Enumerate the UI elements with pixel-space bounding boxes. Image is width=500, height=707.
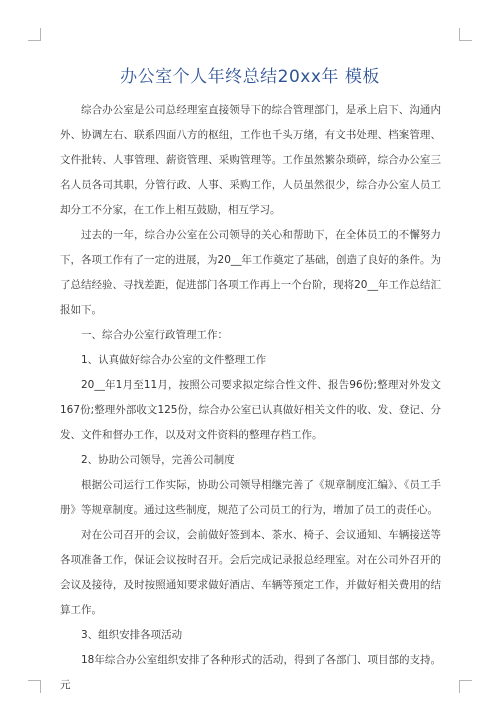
document-title: 办公室个人年终总结20xx年 模板 (120, 67, 380, 87)
document-body (60, 98, 441, 698)
subheading-company-rules: 2、协助公司领导，完善公司制度 (81, 454, 235, 466)
paragraph-review: 过去的一年，综合办公室在公司领导的关心和帮助下，在全体员工的不懈努力下，各项工作有了一定的进展，为20__年工作奠定了基础，创造了良好的条件。为了总结经验、寻找差距，促进部门各项工作再上一个台阶，现将20__年工作总结汇报如下。 (60, 229, 441, 316)
subheading-file-management: 1、认真做好综合办公室的文件整理工作 (81, 354, 267, 366)
paragraph-file-statistics: 20__年1月至11月，按照公司要求拟定综合性文件、报告96份;整理对外发文167份;整理外部收文125份，综合办公室已认真做好相关文件的收、发、登记、分发、文件和督办工作，以及对文件资料的整理存档工作。 (60, 379, 441, 441)
paragraph-activities: 18年综合办公室组织安排了各种形式的活动，得到了各部门、项目部的支持。元 (60, 654, 441, 691)
paragraph-rules: 根据公司运行工作实际，协助公司领导相继完善了《规章制度汇编》、《员工手册》等规章制度。通过这些制度，规范了公司员工的行为，增加了员工的责任心。 (60, 479, 441, 516)
paragraph-meetings: 对在公司召开的会议，会前做好签到本、茶水、椅子、会议通知、车辆接送等各项准备工作，保证会议按时召开。会后完成记录报总经理室。对在公司外召开的会议及接待，及时按照通知要求做好酒店、车辆等预定工作，并做好相关费用的结算工作。 (60, 529, 441, 616)
paragraph-intro: 综合办公室是公司总经理室直接领导下的综合管理部门，是承上启下、沟通内外、协调左右、联系四面八方的枢纽，工作也千头万绪，有文书处理、档案管理、文件批转、人事管理、薪资管理、采购管理等。工作虽然繁杂琐碎，综合办公室三名人员各司其职，分管行政、人事、采购工作，人员虽然很少，综合办公室人员工却分工不分家，在工作上相互鼓励，相互学习。 (60, 104, 441, 216)
section-heading-admin: 一、综合办公室行政管理工作： (81, 329, 228, 341)
subheading-activities: 3、组织安排各项活动 (81, 629, 183, 641)
